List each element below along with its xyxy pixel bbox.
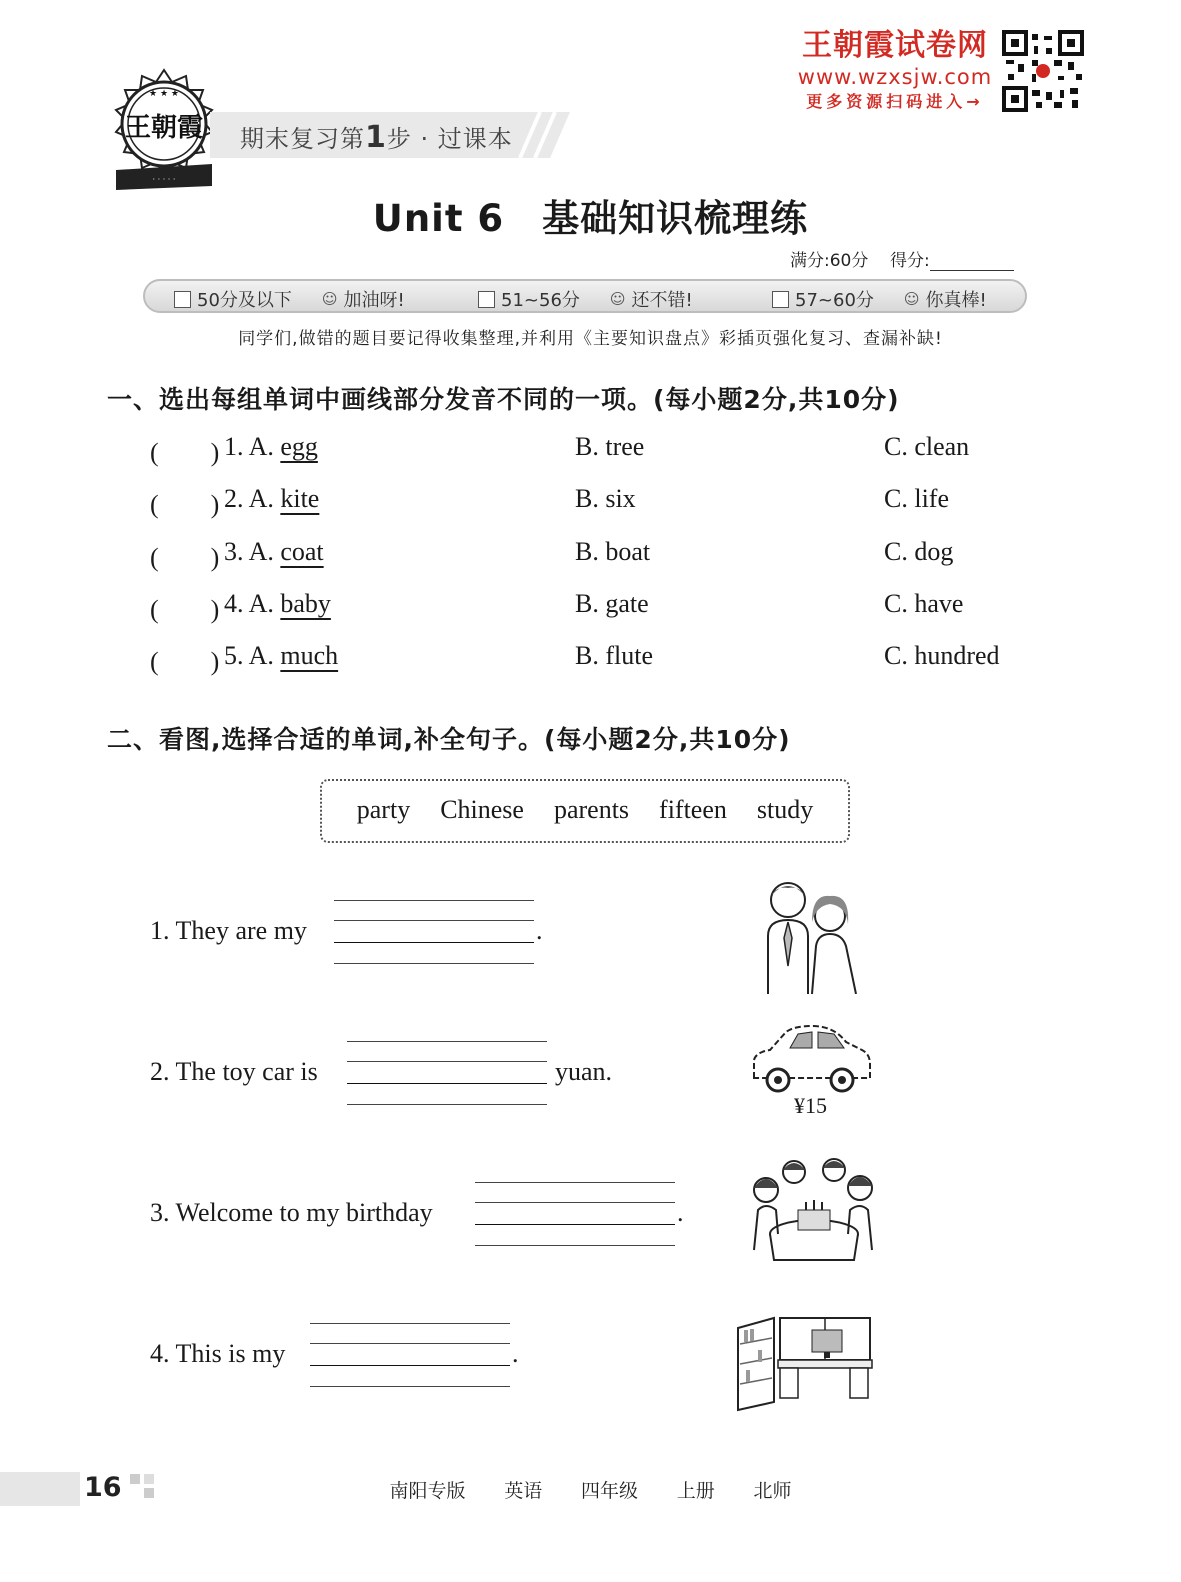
- rating-message: 加油呀!: [343, 290, 405, 311]
- option-c: C. have: [884, 589, 964, 618]
- question-5: [224, 641, 338, 671]
- face-icon: ☺: [609, 290, 626, 308]
- option-b: B. flute: [575, 641, 653, 670]
- answer-lines[interactable]: [334, 900, 534, 964]
- sentence-1-end: .: [536, 916, 543, 945]
- checkbox[interactable]: [478, 291, 495, 308]
- word-bank-item: fifteen: [659, 795, 727, 824]
- word-bank-item: Chinese: [440, 795, 524, 824]
- svg-text:★ ★ ★: ★ ★ ★: [149, 89, 179, 99]
- brand-url[interactable]: www.wzxsjw.com: [797, 65, 993, 89]
- rating-option-1[interactable]: [174, 286, 405, 312]
- page-title: Unit 6 基础知识梳理练: [372, 197, 809, 240]
- study-room-picture: [734, 1314, 874, 1412]
- footer-edition: 南阳专版: [389, 1481, 466, 1502]
- full-score-label: 满分:60分: [790, 251, 869, 271]
- option-b: B. gate: [575, 589, 649, 618]
- step-number: 1: [365, 120, 387, 155]
- answer-lines[interactable]: [475, 1182, 675, 1246]
- birthday-party-picture: [748, 1150, 878, 1266]
- option-a: kite: [280, 484, 320, 513]
- seal-text: 王朝霞: [124, 113, 204, 143]
- section-1-title: 一、选出每组单词中画线部分发音不同的一项。(每小题2分,共10分): [107, 385, 900, 414]
- sentence-4-end: .: [512, 1339, 519, 1368]
- option-b: B. boat: [575, 537, 651, 566]
- rating-option-3[interactable]: [772, 286, 987, 312]
- sentence-4-text: 4. This is my: [150, 1339, 286, 1368]
- question-4: [224, 589, 331, 619]
- checkbox[interactable]: [174, 291, 191, 308]
- rating-message: 还不错!: [631, 290, 693, 311]
- sentence-2-end: yuan.: [555, 1057, 613, 1086]
- answer-lines[interactable]: [310, 1323, 510, 1387]
- question-3: [224, 537, 324, 567]
- footer-grade: 四年级: [580, 1481, 638, 1502]
- option-b: B. tree: [575, 432, 645, 461]
- question-number: 4. A.: [224, 589, 274, 618]
- word-bank-item: study: [756, 795, 814, 824]
- checkbox[interactable]: [772, 291, 789, 308]
- answer-paren[interactable]: ( ): [150, 490, 220, 519]
- question-number: 3. A.: [224, 537, 274, 566]
- parents-picture: [760, 876, 864, 994]
- rating-range: 57~60分: [795, 290, 874, 311]
- footer-publisher: 北师: [753, 1481, 792, 1502]
- word-bank: [320, 795, 850, 825]
- toy-car-picture: [750, 1022, 874, 1094]
- score-line: [790, 246, 1014, 271]
- sentence-2-text: 2. The toy car is: [150, 1057, 318, 1086]
- brand-block: [790, 28, 1000, 114]
- step-suffix: 步 · 过课本: [386, 125, 513, 153]
- brand-name: 王朝霞试卷网: [802, 28, 988, 63]
- face-icon: ☺: [321, 290, 338, 308]
- word-bank-item: parents: [553, 795, 630, 824]
- rating-option-2[interactable]: [478, 286, 693, 312]
- page-number: 16: [84, 1472, 122, 1503]
- question-number: 1. A.: [224, 432, 274, 461]
- rating-range: 51~56分: [501, 290, 580, 311]
- footer-subject: 英语: [504, 1481, 543, 1502]
- score-got-label: 得分:: [889, 251, 930, 271]
- answer-paren[interactable]: ( ): [150, 438, 220, 467]
- footer-volume: 上册: [676, 1481, 715, 1502]
- question-number: 2. A.: [224, 484, 274, 513]
- sentence-3-text: 3. Welcome to my birthday: [150, 1198, 433, 1227]
- question-1: [224, 432, 318, 462]
- option-b: B. six: [575, 484, 636, 513]
- option-a: baby: [280, 589, 331, 618]
- answer-paren[interactable]: ( ): [150, 647, 220, 676]
- question-number: 5. A.: [224, 641, 274, 670]
- footer-info: [0, 1476, 1181, 1503]
- qr-code-icon[interactable]: [1002, 30, 1084, 112]
- option-c: C. clean: [884, 432, 970, 461]
- answer-paren[interactable]: ( ): [150, 595, 220, 624]
- price-label: ¥15: [794, 1093, 827, 1118]
- face-icon: ☺: [903, 290, 920, 308]
- option-c: C. life: [884, 484, 949, 513]
- option-c: C. hundred: [884, 641, 1000, 670]
- study-hint: 同学们,做错的题目要记得收集整理,并利用《主要知识盘点》彩插页强化复习、查漏补缺!: [238, 329, 943, 349]
- answer-lines[interactable]: [347, 1041, 547, 1105]
- rating-range: 50分及以下: [197, 290, 292, 311]
- section-2-title: 二、看图,选择合适的单词,补全句子。(每小题2分,共10分): [107, 725, 791, 754]
- brand-more-link[interactable]: 更多资源扫码进入→: [806, 92, 984, 111]
- option-a: egg: [280, 432, 318, 461]
- answer-paren[interactable]: ( ): [150, 543, 220, 572]
- brand-seal-logo: [108, 68, 220, 192]
- rating-message: 你真棒!: [925, 290, 987, 311]
- sentence-3-end: .: [677, 1198, 684, 1227]
- step-label: [240, 119, 513, 155]
- step-prefix: 期末复习第: [240, 125, 365, 153]
- option-a: much: [280, 641, 339, 670]
- option-c: C. dog: [884, 537, 954, 566]
- word-bank-item: party: [356, 795, 411, 824]
- option-a: coat: [280, 537, 324, 566]
- svg-text:· · · · ·: · · · · ·: [152, 175, 176, 184]
- sentence-1-text: 1. They are my: [150, 916, 307, 945]
- question-2: [224, 484, 319, 514]
- score-blank[interactable]: [930, 252, 1014, 271]
